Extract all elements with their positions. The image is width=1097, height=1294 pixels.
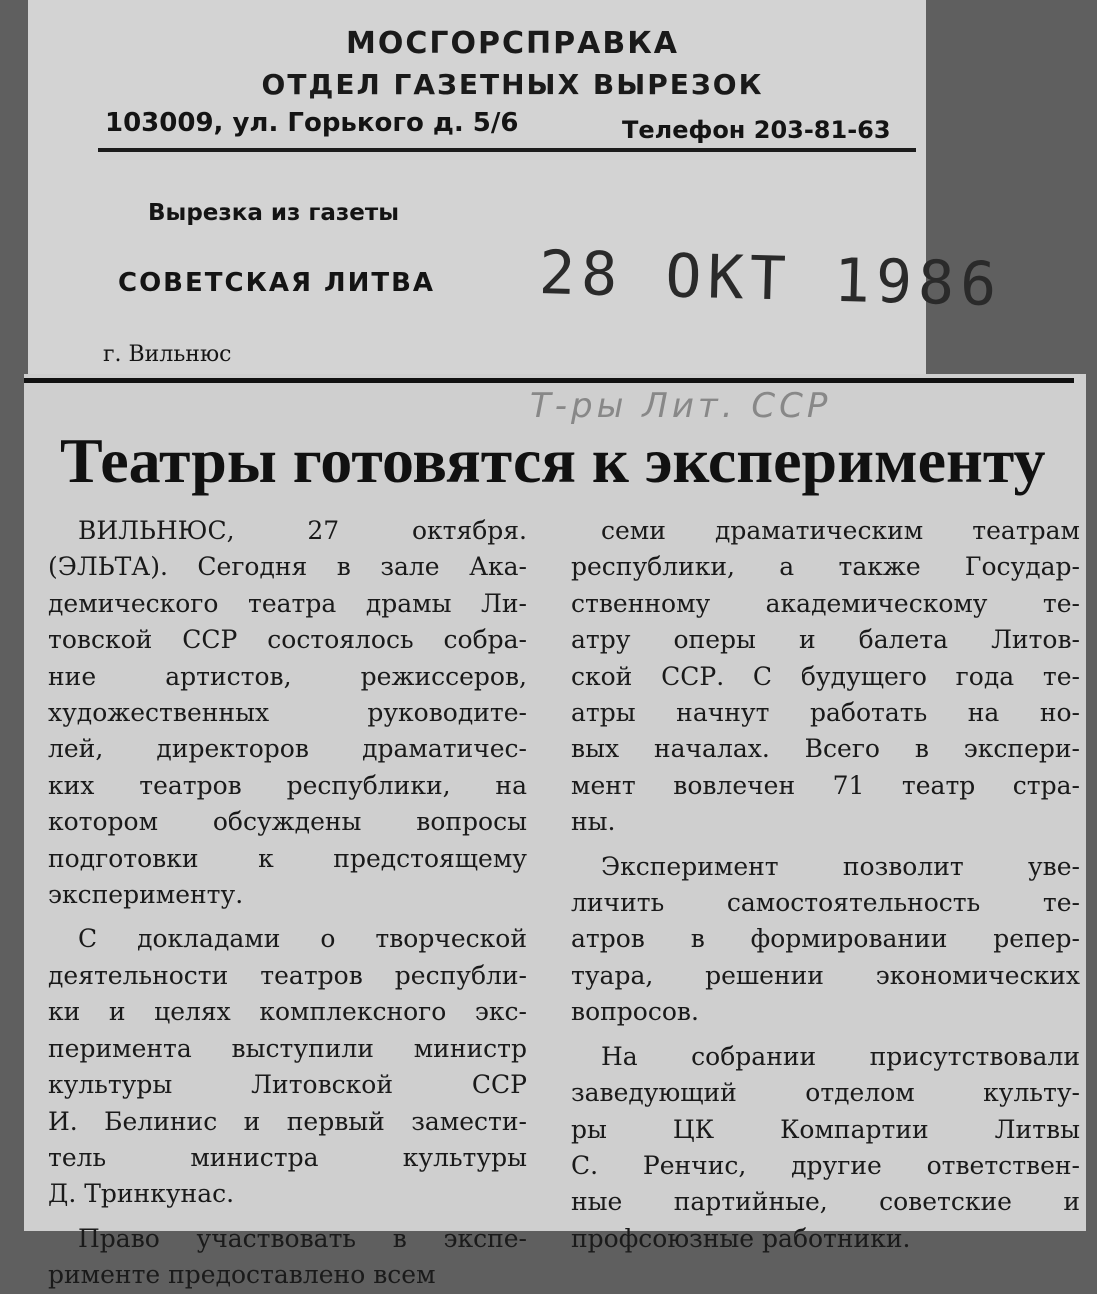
article-line: котором обсуждены вопросы bbox=[48, 807, 527, 837]
article-paragraph bbox=[571, 849, 1080, 1031]
article-line: товской ССР состоялось собра- bbox=[48, 625, 527, 655]
article-line: личить самостоятельность те- bbox=[571, 888, 1080, 918]
article-line: атру оперы и балета Литов- bbox=[571, 625, 1080, 655]
article-line: ны. bbox=[571, 807, 616, 837]
article-paragraph bbox=[48, 1221, 527, 1294]
article-paragraph bbox=[48, 921, 527, 1212]
handwritten-note: Т-ры Лит. ССР bbox=[530, 386, 832, 426]
article-line: республики, а также Государ- bbox=[571, 552, 1080, 582]
article-line: ких театров республики, на bbox=[48, 770, 527, 800]
article-line: перимента выступили министр bbox=[48, 1033, 527, 1063]
article-line: ской ССР. С будущего года те- bbox=[571, 661, 1080, 691]
article-line: (ЭЛЬТА). Сегодня в зале Ака- bbox=[48, 552, 527, 582]
department-name: ОТДЕЛ ГАЗЕТНЫХ ВЫРЕЗОК bbox=[261, 68, 764, 101]
article-line: ки и целях комплексного экс- bbox=[48, 997, 527, 1027]
article-line: Право участвовать в экспе- bbox=[78, 1223, 527, 1253]
article-line: вых началах. Всего в экспери- bbox=[571, 734, 1080, 764]
article-line: профсоюзные работники. bbox=[571, 1223, 911, 1253]
article-line: эксперименту. bbox=[48, 880, 244, 910]
article-line: ВИЛЬНЮС, 27 октября. bbox=[78, 516, 527, 545]
article-line: тель министра культуры bbox=[48, 1142, 527, 1172]
article-line: художественных руководите- bbox=[48, 698, 527, 728]
article-line: И. Белинис и первый замести- bbox=[48, 1106, 527, 1136]
article-line: рименте предоставлено всем bbox=[48, 1260, 436, 1290]
article-line: Д. Тринкунас. bbox=[48, 1179, 235, 1209]
article-line: туара, решении экономических bbox=[571, 960, 1080, 990]
article-paragraph bbox=[48, 513, 527, 913]
article-line: атры начнут работать на но- bbox=[571, 698, 1080, 728]
article-line: Эксперимент позволит уве- bbox=[601, 851, 1080, 881]
org-name: МОСГОРСПРАВКА bbox=[346, 26, 679, 61]
article-line: семи драматическим театрам bbox=[601, 516, 1080, 545]
article-line: мент вовлечен 71 театр стра- bbox=[571, 770, 1080, 800]
article-headline: Театры готовятся к эксперименту bbox=[60, 425, 1046, 496]
article-line: культуры Литовской ССР bbox=[48, 1070, 527, 1100]
article-line: ственному академическому те- bbox=[571, 588, 1080, 618]
article-line: атров в формировании репер- bbox=[571, 924, 1080, 954]
phone: Телефон 203-81-63 bbox=[622, 116, 891, 144]
address: 103009, ул. Горького д. 5/6 bbox=[105, 108, 519, 138]
article-right-column bbox=[571, 513, 1080, 1257]
city: г. Вильнюс bbox=[103, 342, 232, 367]
article-paragraph bbox=[571, 1039, 1080, 1257]
cut-from-label: Вырезка из газеты bbox=[148, 200, 400, 226]
handwritten-date: 28 ОКТ 1986 bbox=[538, 238, 1004, 321]
article-line: С. Ренчис, другие ответствен- bbox=[571, 1150, 1080, 1180]
article-line: С докладами о творческой bbox=[78, 924, 527, 954]
article-line: демического театра драмы Ли- bbox=[48, 588, 527, 618]
header-rule bbox=[98, 148, 916, 152]
article-line: заведующий отделом культу- bbox=[571, 1078, 1080, 1108]
article-left-column bbox=[48, 513, 527, 1294]
article-line: ры ЦК Компартии Литвы bbox=[571, 1114, 1080, 1144]
clipping-rule bbox=[24, 378, 1074, 383]
article-line: подготовки к предстоящему bbox=[48, 843, 527, 873]
article-line: вопросов. bbox=[571, 997, 699, 1027]
article-line: ние артистов, режиссеров, bbox=[48, 661, 527, 691]
article-line: деятельности театров республи- bbox=[48, 960, 527, 990]
newspaper-name: СОВЕТСКАЯ ЛИТВА bbox=[118, 268, 436, 298]
article-line: ные партийные, советские и bbox=[571, 1187, 1080, 1217]
article-paragraph bbox=[571, 513, 1080, 841]
article-line: лей, директоров драматичес- bbox=[48, 734, 527, 764]
article-line: На собрании присутствовали bbox=[601, 1041, 1080, 1071]
